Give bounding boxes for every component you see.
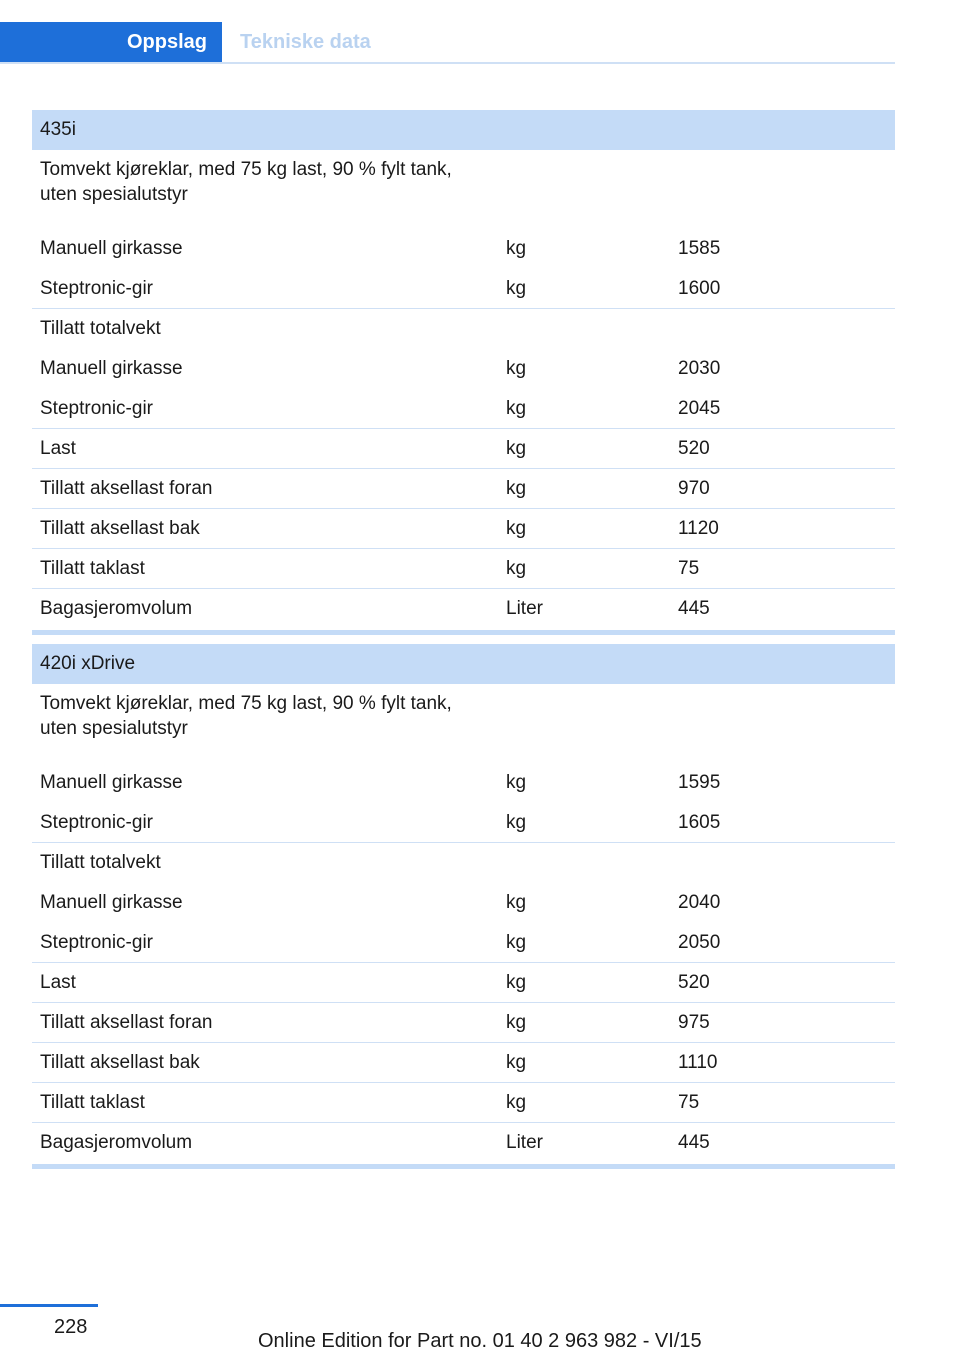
row-value: 520 — [678, 972, 710, 993]
table-end-bar — [32, 1164, 895, 1169]
row-value: 1110 — [678, 1052, 718, 1073]
row-label: Steptronic-gir — [40, 277, 153, 299]
row-label: Steptronic-gir — [40, 811, 153, 833]
row-unit: kg — [506, 972, 527, 993]
row-unit: kg — [506, 931, 527, 953]
table-row-group-header — [32, 684, 895, 762]
row-label: Tillatt aksellast bak — [40, 1052, 200, 1073]
row-label: Steptronic-gir — [40, 397, 153, 419]
row-unit: kg — [506, 397, 527, 419]
row-value: 1605 — [678, 811, 721, 833]
table-row — [32, 962, 895, 1002]
row-unit: Liter — [506, 598, 543, 619]
row-label: Manuell girkasse — [40, 237, 183, 259]
row-label: Manuell girkasse — [40, 771, 183, 793]
row-unit: kg — [506, 478, 527, 499]
row-value: 2050 — [678, 931, 721, 953]
tab-tekniske-data[interactable]: Tekniske data — [240, 30, 371, 53]
row-label: Manuell girkasse — [40, 891, 183, 913]
table-row — [32, 882, 895, 922]
total-weight-label: Tillatt totalvekt — [40, 852, 161, 873]
table-row — [32, 468, 895, 508]
row-value: 2040 — [678, 891, 721, 913]
table-row-group-header — [32, 308, 895, 348]
row-unit: kg — [506, 811, 527, 833]
total-weight-label: Tillatt totalvekt — [40, 318, 161, 339]
row-value: 1585 — [678, 237, 721, 259]
table-row — [32, 348, 895, 388]
row-unit: kg — [506, 277, 527, 299]
row-value: 445 — [678, 1132, 710, 1153]
row-label: Bagasjeromvolum — [40, 1132, 193, 1153]
row-label: Tillatt aksellast bak — [40, 518, 200, 539]
table-row — [32, 1082, 895, 1122]
row-label: Tillatt taklast — [40, 1092, 145, 1113]
table-row — [32, 388, 895, 428]
row-label: Tillatt taklast — [40, 558, 145, 579]
row-label: Tillatt aksellast foran — [40, 1012, 213, 1033]
tab-oppslag[interactable]: Oppslag — [0, 22, 222, 62]
table-row — [32, 548, 895, 588]
row-unit: kg — [506, 771, 527, 793]
row-value: 2045 — [678, 397, 721, 419]
row-value: 1120 — [678, 518, 719, 539]
table-row-group-header — [32, 150, 895, 228]
row-label: Bagasjeromvolum — [40, 598, 193, 619]
row-unit: kg — [506, 237, 527, 259]
row-label: Steptronic-gir — [40, 931, 153, 953]
row-value: 1600 — [678, 277, 721, 299]
page-number: 228 — [54, 1316, 88, 1338]
row-unit: kg — [506, 518, 527, 539]
row-unit: Liter — [506, 1132, 543, 1153]
table-row — [32, 802, 895, 842]
row-value: 1595 — [678, 771, 721, 793]
row-unit: kg — [506, 1052, 527, 1073]
row-unit: kg — [506, 558, 527, 579]
table-row — [32, 588, 895, 628]
edition-footer: Online Edition for Part no. 01 40 2 963 982 - VI/15 — [258, 1330, 702, 1352]
empty-weight-label: Tomvekt kjøreklar, med 75 kg last, 90 % fylt tank, uten spesialutstyr — [40, 693, 452, 739]
row-unit: kg — [506, 1092, 527, 1113]
row-unit: kg — [506, 891, 527, 913]
row-value: 975 — [678, 1012, 710, 1033]
row-unit: kg — [506, 357, 527, 379]
row-unit: kg — [506, 1012, 527, 1033]
table-row — [32, 1042, 895, 1082]
row-value: 520 — [678, 438, 710, 459]
table-row — [32, 268, 895, 308]
table-row — [32, 428, 895, 468]
table-row — [32, 508, 895, 548]
row-unit: kg — [506, 438, 527, 459]
table-row — [32, 1002, 895, 1042]
table-row — [32, 228, 895, 268]
row-value: 75 — [678, 558, 700, 579]
table-row-group-header — [32, 842, 895, 882]
page-number-bar — [0, 1304, 98, 1307]
row-value: 2030 — [678, 357, 721, 379]
header-tabs — [0, 22, 895, 64]
row-label: Last — [40, 438, 76, 459]
row-label: Last — [40, 972, 76, 993]
row-label: Tillatt aksellast foran — [40, 478, 213, 499]
table-row — [32, 1122, 895, 1162]
spec-table-435i — [32, 110, 895, 635]
table-row — [32, 762, 895, 802]
table-end-bar — [32, 630, 895, 635]
table-title: 420i xDrive — [32, 644, 895, 684]
table-row — [32, 922, 895, 962]
table-title: 435i — [32, 110, 895, 150]
row-value: 445 — [678, 598, 710, 619]
empty-weight-label: Tomvekt kjøreklar, med 75 kg last, 90 % fylt tank, uten spesialutstyr — [40, 159, 452, 205]
row-value: 75 — [678, 1092, 700, 1113]
spec-table-420i-xdrive — [32, 644, 895, 1169]
row-label: Manuell girkasse — [40, 357, 183, 379]
row-value: 970 — [678, 478, 710, 499]
